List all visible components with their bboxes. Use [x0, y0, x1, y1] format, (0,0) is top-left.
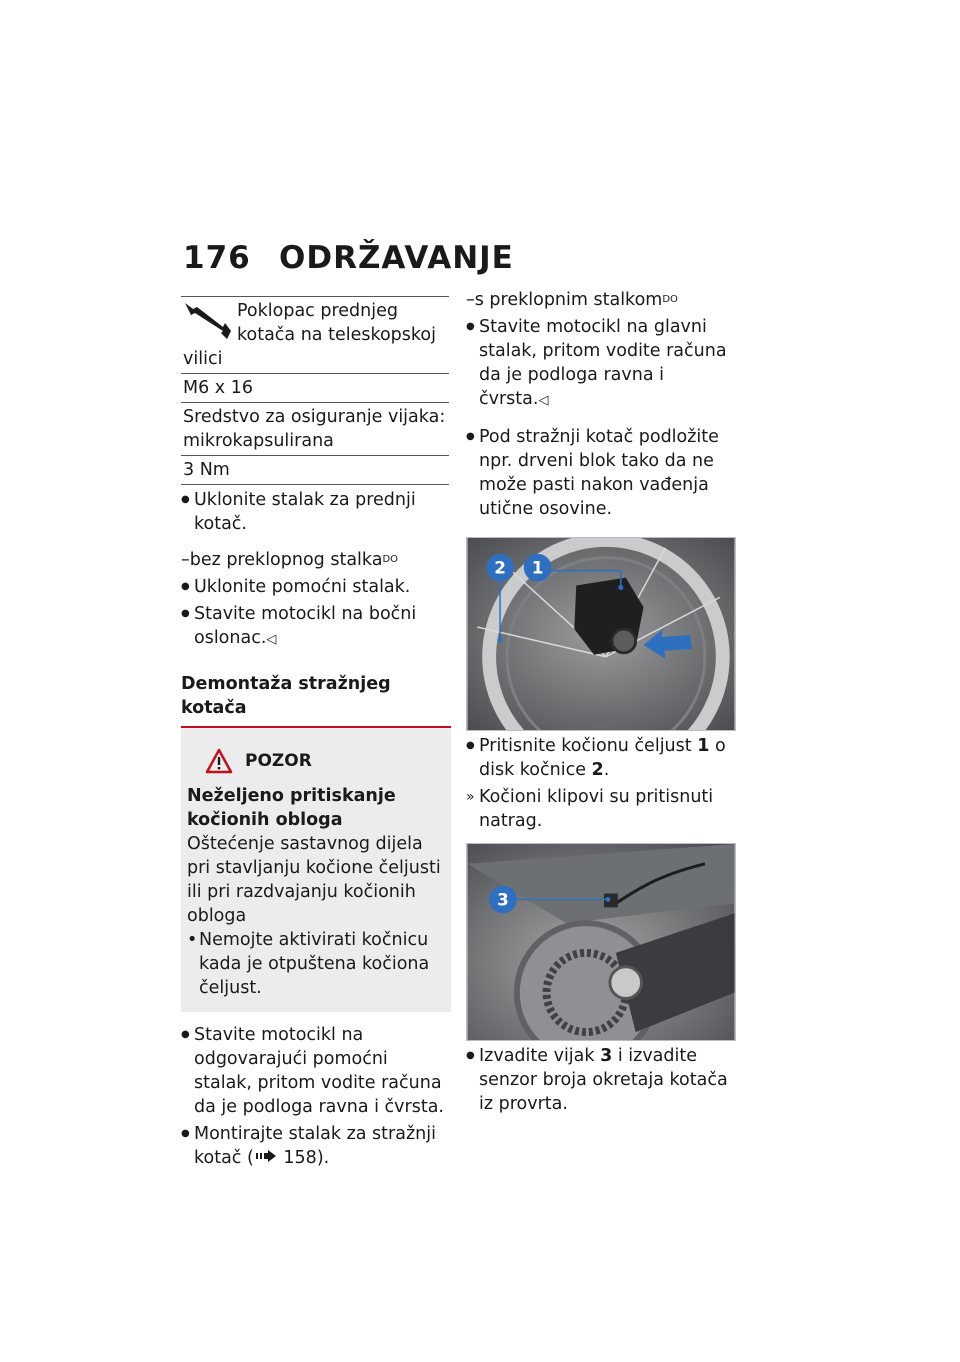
brake-caliper-photo — [466, 537, 736, 731]
variant-code: DO — [382, 554, 399, 565]
step-text: Montirajte stalak za stražnji kotač ( — [194, 1124, 436, 1168]
step-text: o disk kočnice — [479, 736, 726, 780]
step-text: i izvadite senzor broja okretaja kotača iz provrta. — [479, 1046, 728, 1114]
step-text: Uklonite pomoćni stalak. — [194, 577, 411, 597]
step-text: Uklonite stalak za prednji kotač. — [194, 490, 416, 534]
list-item — [466, 425, 738, 521]
chapter-title: ODRŽAVANJE — [279, 240, 514, 276]
wrench-icon — [183, 301, 233, 341]
variant-line: –bez preklopnog stalka$^{DO}$ — [181, 550, 399, 570]
spec-size: M6 x 16 — [181, 374, 449, 403]
end-mark-icon: ◁ — [538, 393, 549, 408]
page-header — [183, 240, 514, 276]
result-arrow-icon: » — [466, 789, 475, 805]
page-number: 176 — [183, 240, 251, 276]
speed-sensor-photo — [466, 843, 736, 1041]
variant-text: bez preklopnog stalka — [189, 550, 383, 570]
ref-number: 3 — [600, 1046, 613, 1066]
page-ref-arrow-icon — [254, 1146, 278, 1170]
warning-box — [181, 728, 451, 1012]
warning-label: POZOR — [245, 751, 312, 771]
right-column — [466, 288, 738, 1119]
section-title: Demontaža stražnjeg kotača — [181, 672, 451, 728]
step-text: Izvadite vijak — [479, 1046, 601, 1066]
end-mark-icon: ◁ — [266, 632, 277, 647]
page-ref-number[interactable]: 158 — [283, 1148, 317, 1168]
callout-1: 1 — [531, 557, 544, 578]
left-column — [181, 296, 451, 1173]
result-item — [466, 785, 738, 833]
callout-3: 3 — [497, 889, 509, 910]
list-item — [466, 734, 738, 782]
spec-agent: Sredstvo za osiguranje vijaka: mikrokapsulirana — [181, 403, 449, 456]
warning-triangle-icon — [205, 748, 233, 774]
result-text: Kočioni klipovi su pritisnuti natrag. — [479, 787, 714, 831]
spec-title: Poklopac prednjeg kotača na teleskopskoj vilici — [183, 301, 436, 369]
spec-torque: 3 Nm — [181, 456, 449, 485]
spec-title-cell — [181, 297, 449, 374]
list-item — [181, 488, 451, 536]
list-item — [466, 315, 738, 413]
step-text: Stavite motocikl na glavni stalak, pritom vodite računa da je podloga ravna i čvrsta. — [479, 317, 727, 409]
step-text: . — [603, 760, 610, 780]
step-text: Pritisnite kočionu čeljust — [479, 736, 698, 756]
step-text: Pod stražnji kotač podložite npr. drveni blok tako da ne može pasti nakon vađenja utične osovine. — [479, 427, 719, 519]
variant-line: –s preklopnim stalkom$^{DO}$ — [466, 290, 678, 310]
ref-number: 2 — [591, 760, 604, 780]
step-text: ). — [316, 1148, 330, 1168]
list-item — [181, 1023, 451, 1119]
step-text: Stavite motocikl na bočni oslonac. — [194, 604, 417, 648]
variant-text: s preklopnim stalkom — [474, 290, 663, 310]
list-item — [181, 602, 451, 652]
warning-item: • Nemojte aktivirati kočnicu kada je otpuštena kočiona čeljust. — [187, 928, 443, 1000]
step-text: Stavite motocikl na odgovarajući pomoćni stalak, pritom vodite računa da je podloga ravna i čvrsta. — [194, 1025, 444, 1117]
warning-header — [187, 748, 443, 774]
spec-table — [181, 296, 449, 485]
callout-2: 2 — [494, 557, 506, 578]
warning-body: Oštećenje sastavnog dijela pri stavljanju kočione čeljusti ili pri razdvajanju kočionih obloga — [187, 834, 441, 926]
list-item — [466, 1044, 738, 1116]
list-item — [181, 575, 451, 599]
list-item — [181, 1122, 451, 1170]
warning-title: Neželjeno pritiskanje kočionih obloga — [187, 786, 396, 830]
variant-code: DO — [662, 294, 678, 305]
ref-number: 1 — [697, 736, 710, 756]
